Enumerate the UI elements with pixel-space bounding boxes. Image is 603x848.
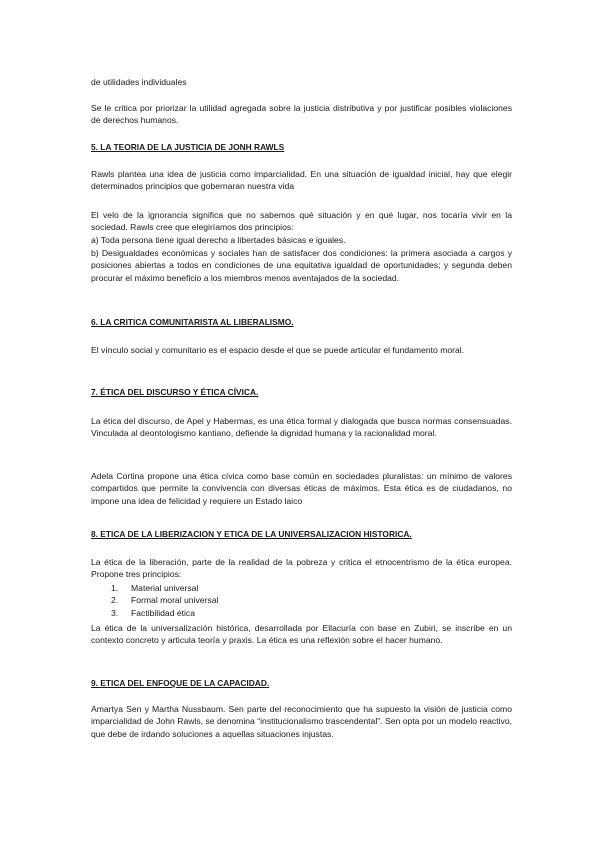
paragraph-liberation-ethics: La ética de la liberación, parte de la realidad de la pobreza y critica el etnocentrismo de la ética europea. Propone tres principios: — [91, 557, 512, 580]
list-item-text: Factibilidad ética — [131, 607, 196, 618]
paragraph-rawls-intro: Rawls plantea una idea de justicia como imparcialidad. En una situación de igualdad inicial, hay que elegir determinados principios que gobernaran nuestra vida — [91, 169, 512, 192]
principle-b: b) Desigualdades económicas y sociales han de satisfacer dos condiciones: la primera asociada a cargos y posiciones abiertas a todos en condiciones de una equitativa igualdad de oportunidades; y segunda deben procurar el máximo beneficio a los miembros menos aventajados de la sociedad. — [91, 248, 512, 283]
paragraph-utilitarian-critique: Se le critica por priorizar la utilidad agregada sobre la justicia distributiva y por justificar posibles violaciones de derechos humanos. — [91, 103, 512, 126]
list-item — [91, 582, 512, 594]
list-item-text: Material universal — [131, 583, 199, 593]
heading-section-7: 7. ÉTICA DEL DISCURSO Y ÉTICA CÍVICA. — [91, 387, 259, 397]
heading-section-5: 5. LA TEORIA DE LA JUSTICIA DE JONH RAWLS — [91, 142, 285, 152]
paragraph-historical-universalization: La ética de la universalización histórica, desarrollada por Ellacuría con base en Zubiri, se inscribe en un contexto concreto y articula teoría y praxis. La ética es una reflexión sobre el hacer humano. — [91, 623, 512, 646]
paragraph-civic-ethics: Adela Cortina propone una ética cívica como base común en sociedades pluralistas: un mínimo de valores compartidos que permite la convivencia con diversas éticas de máximos. Esta ética es de ciudadanos, no impone una idea de felicidad y requiere un Estado laico — [91, 471, 512, 506]
text-line-continuation: de utilidades individuales — [91, 77, 187, 87]
paragraph-communitarian: El vínculo social y comunitario es el espacio desde el que se puede articular el fundamento moral. — [91, 345, 465, 355]
principles-list — [91, 582, 512, 619]
principle-a: a) Toda persona tiene igual derecho a libertades básicas e iguales. — [91, 235, 346, 245]
heading-section-9: 9. ETICA DEL ENFOQUE DE LA CAPACIDAD. — [91, 678, 270, 688]
heading-section-6: 6. LA CRITICA COMUNITARISTA AL LIBERALISMO. — [91, 317, 294, 327]
list-item — [91, 607, 512, 619]
paragraph-veil-of-ignorance: El velo de la ignorancia significa que no sabemos qué situación y en qué lugar, nos tocaría vivir en la sociedad. Rawls cree que elegiríamos dos principios: — [91, 210, 512, 233]
paragraph-discourse-ethics: La ética del discurso, de Apel y Habermas, es una ética formal y dialogada que busca normas consensuadas. Vinculada al deontologismo kantiano, defiende la dignidad humana y la racionalidad moral. — [91, 416, 512, 439]
list-item-number: 1. — [111, 583, 119, 593]
list-item-number: 3. — [111, 607, 119, 618]
list-item-number: 2. — [111, 595, 119, 606]
paragraph-capability-approach: Amartya Sen y Martha Nussbaum. Sen parte del reconocimiento que ha supuesto la visión de justicia como imparcialidad de John Rawls, se denomina “institucionalismo trascendental”. Sen opta por un modelo reactivo, que debe de irdando soluciones a aquellas situaciones injustas. — [91, 704, 512, 739]
list-item — [91, 594, 512, 606]
list-item-text: Formal moral universal — [131, 595, 219, 606]
heading-section-8: 8. ETICA DE LA LIBERIZACION Y ETICA DE LA UNIVERSALIZACION HISTORICA. — [91, 529, 412, 539]
